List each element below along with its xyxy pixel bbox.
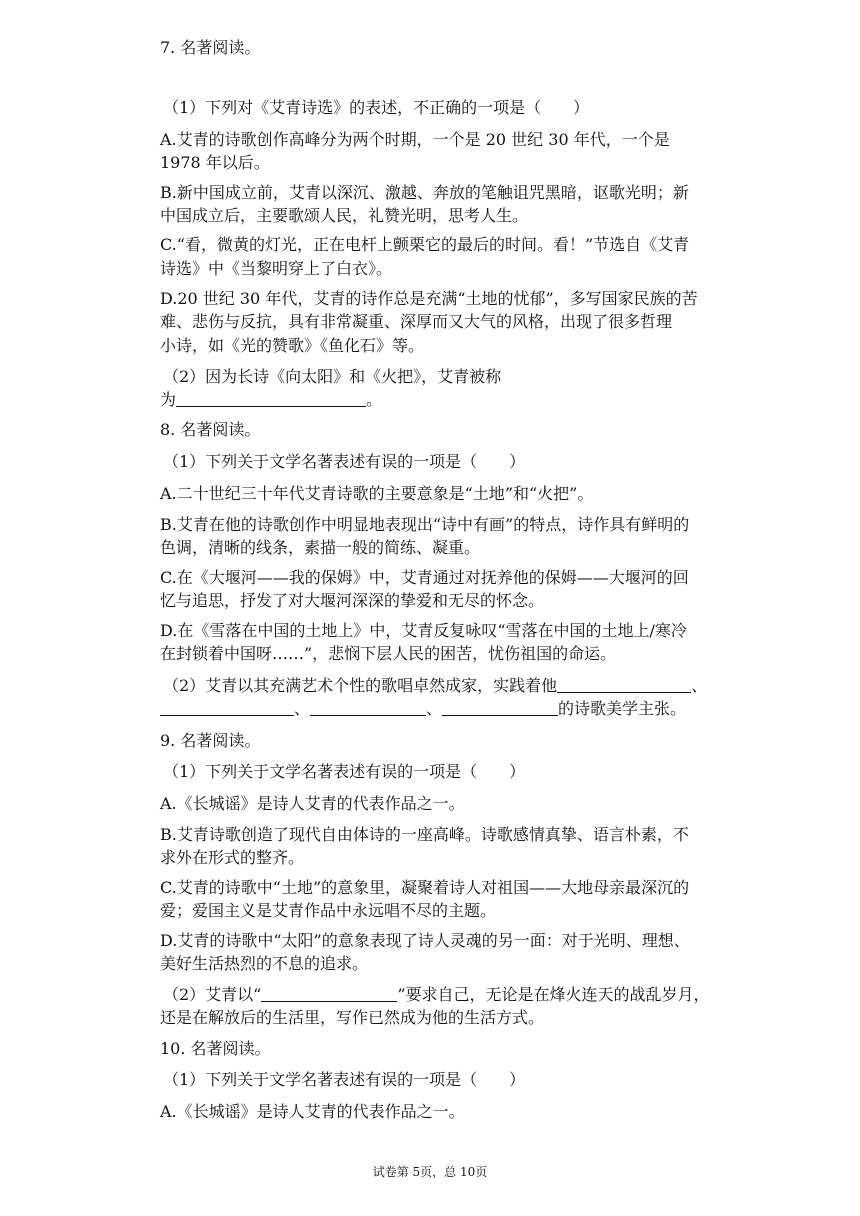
q8-option-d-line2: 在封锁着中国呀……”，悲悯下层人民的困苦，忧伤祖国的命运。 bbox=[160, 644, 617, 663]
q8-sub2-sep1: 、 bbox=[691, 676, 708, 695]
q8-answer-blank-2[interactable] bbox=[160, 699, 294, 716]
q9-sub1: （1）下列关于文学名著表述有误的一项是（ ） bbox=[163, 762, 526, 781]
q7-option-a-line1: A.艾青的诗歌创作高峰分为两个时期，一个是 20 世纪 30 年代，一个是 bbox=[160, 130, 670, 149]
q7-answer-blank[interactable] bbox=[176, 390, 366, 407]
q8-sub1: （1）下列关于文学名著表述有误的一项是（ ） bbox=[163, 452, 526, 471]
q7-sub2-suffix: 。 bbox=[366, 390, 383, 409]
q8-sub2-sep2: 、 bbox=[294, 699, 311, 718]
q8-sub2-text: （2）艾青以其充满艺术个性的歌唱卓然成家，实践着他 bbox=[163, 676, 558, 695]
q9-option-b-line1: B.艾青诗歌创造了现代自由体诗的一座高峰。诗歌感情真挚、语言朴素，不 bbox=[160, 825, 689, 844]
q10-option-a-line1: A.《长城谣》是诗人艾青的代表作品之一。 bbox=[160, 1102, 465, 1121]
q9-title: 9. 名著阅读。 bbox=[160, 731, 261, 750]
q9-option-c-line1: C.艾青的诗歌中“土地”的意象里，凝聚着诗人对祖国——大地母亲最深沉的 bbox=[160, 878, 690, 897]
q7-option-b-line1: B.新中国成立前，艾青以深沉、激越、奔放的笔触诅咒黑暗，讴歌光明；新 bbox=[160, 183, 689, 202]
q8-sub2-line1 bbox=[163, 676, 707, 696]
q9-answer-blank[interactable] bbox=[261, 985, 397, 1002]
q9-option-c-line2: 爱；爱国主义是艾青作品中永远唱不尽的主题。 bbox=[160, 901, 497, 920]
q9-sub2-suffix: ”要求自己，无论是在烽火连天的战乱岁月， bbox=[397, 985, 710, 1004]
q7-option-d-line2: 难、悲伤与反抗，具有非常凝重、深厚而又大气的风格，出现了很多哲理 bbox=[160, 312, 673, 331]
q9-option-d-line1: D.艾青的诗歌中“太阳”的意象表现了诗人灵魂的另一面：对于光明、理想、 bbox=[160, 931, 690, 950]
q8-title: 8. 名著阅读。 bbox=[160, 420, 261, 439]
q9-option-d-line2: 美好生活热烈的不息的追求。 bbox=[160, 954, 369, 973]
q7-option-d-line3: 小诗，如《光的赞歌》《鱼化石》等。 bbox=[160, 336, 425, 355]
q8-sub2-sep3: 、 bbox=[426, 699, 443, 718]
q9-sub2-prefix: （2）艾青以“ bbox=[163, 985, 262, 1004]
q8-answer-blank-4[interactable] bbox=[442, 699, 558, 716]
q7-option-a-line2: 1978 年以后。 bbox=[160, 153, 270, 172]
q8-option-c-line2: 忆与追思，抒发了对大堰河深深的挚爱和无尽的怀念。 bbox=[160, 591, 545, 610]
q8-answer-blank-3[interactable] bbox=[310, 699, 426, 716]
q7-sub2-line1: （2）因为长诗《向太阳》和《火把》，艾青被称 bbox=[163, 367, 502, 386]
q7-title: 7. 名著阅读。 bbox=[160, 38, 261, 57]
q8-sub2-suffix: 的诗歌美学主张。 bbox=[558, 699, 687, 718]
q9-sub2-line1 bbox=[163, 985, 710, 1005]
q7-sub2-line2 bbox=[160, 390, 382, 410]
q9-sub2-line2: 还是在解放后的生活里，写作已然成为他的生活方式。 bbox=[160, 1008, 545, 1027]
q7-sub2-prefix: 为 bbox=[160, 390, 177, 409]
q8-answer-blank-1[interactable] bbox=[557, 676, 691, 693]
q8-option-d-line1: D.在《雪落在中国的土地上》中，艾青反复咏叹“雪落在中国的土地上/寒冷 bbox=[160, 621, 687, 640]
q8-option-b-line1: B.艾青在他的诗歌创作中明显地表现出“诗中有画”的特点，诗作具有鲜明的 bbox=[160, 515, 690, 534]
q7-option-c-line1: C.“看，微黄的灯光，正在电杆上颤栗它的最后的时间。看！”节选自《艾青 bbox=[160, 235, 690, 254]
q8-option-a-line1: A.二十世纪三十年代艾青诗歌的主要意象是“土地”和“火把”。 bbox=[160, 484, 594, 503]
q9-option-b-line2: 求外在形式的整齐。 bbox=[160, 848, 305, 867]
q8-option-c-line1: C.在《大堰河——我的保姆》中，艾青通过对抚养他的保姆——大堰河的回 bbox=[160, 568, 689, 587]
q7-option-c-line2: 诗选》中《当黎明穿上了白衣》。 bbox=[160, 259, 393, 278]
q10-title: 10. 名著阅读。 bbox=[160, 1039, 271, 1058]
q7-option-d-line1: D.20 世纪 30 年代，艾青的诗作总是充满“土地的忧郁”，多写国家民族的苦 bbox=[160, 289, 698, 308]
q9-option-a-line1: A.《长城谣》是诗人艾青的代表作品之一。 bbox=[160, 794, 465, 813]
q8-sub2-line2 bbox=[160, 699, 686, 719]
q7-option-b-line2: 中国成立后，主要歌颂人民，礼赞光明，思考人生。 bbox=[160, 206, 529, 225]
q10-sub1: （1）下列关于文学名著表述有误的一项是（ ） bbox=[163, 1070, 526, 1089]
q7-sub1: （1）下列对《艾青诗选》的表述，不正确的一项是（ ） bbox=[163, 98, 590, 117]
q8-option-b-line2: 色调，清晰的线条，素描一般的简练、凝重。 bbox=[160, 538, 481, 557]
page-footer: 试卷第 5页，总 10页 bbox=[372, 1165, 488, 1179]
